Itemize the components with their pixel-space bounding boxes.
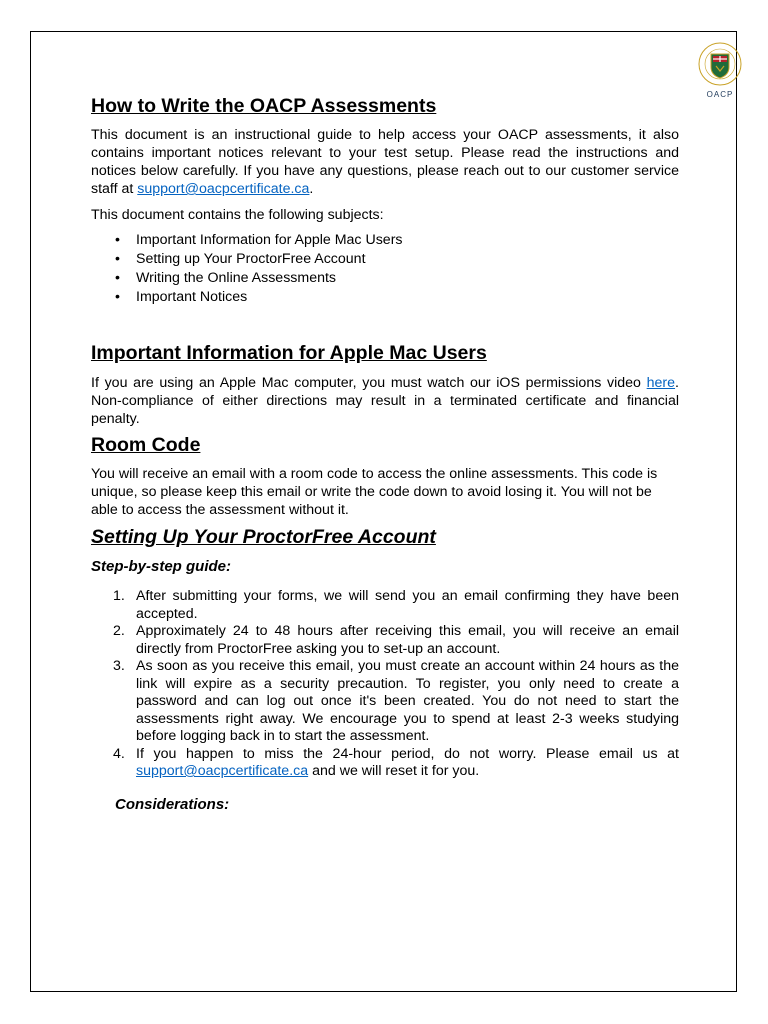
mac-heading: Important Information for Apple Mac Users: [91, 342, 487, 364]
step-number: 2.: [113, 623, 125, 639]
mac-text-before: If you are using an Apple Mac computer, you must watch our iOS permissions video: [91, 375, 647, 391]
oacp-logo: [689, 40, 751, 100]
step-text: If you happen to miss the 24-hour period, do not worry. Please email us at: [136, 745, 679, 762]
oacp-crest-icon: [689, 40, 751, 100]
support-email-link-2[interactable]: support@oacpcertificate.ca: [136, 763, 309, 779]
step-text: As soon as you receive this email, you must create an account within 24 hours as the link will expire as a security precaution. To register, you only need to create a password and can log out once it's been created. You do not need to start the assessments right away. We encourage you to spend at least 2-3 weeks studying before logging back in to start the assessment.: [136, 658, 679, 744]
ios-video-link[interactable]: here: [646, 375, 676, 391]
doc-title: How to Write the OACP Assessments: [91, 95, 437, 117]
support-email-link[interactable]: support@oacpcertificate.ca: [137, 181, 310, 197]
step-text: After submitting your forms, we will send you an email confirming they have been accepted.: [136, 588, 679, 622]
subjects-lead: This document contains the following subjects:: [91, 207, 384, 223]
room-code-paragraph: You will receive an email with a room code to access the online assessments. This code is unique, so please keep this email or write the code down to avoid losing it. You will not be able to access the assessment without it.: [91, 466, 658, 518]
steps-list: [91, 588, 679, 781]
intro-paragraph: [91, 126, 679, 198]
considerations-heading: Considerations:: [115, 795, 230, 813]
logo-text: OACP: [706, 90, 734, 99]
subjects-list: [91, 231, 679, 307]
list-item: [91, 588, 679, 623]
intro-text: This document is an instructional guide to help access your OACP assessments, it also contains important notices relevant to your test setup. Please read the instructions and notices below carefully. If you have any questions, please reach out to our customer service staff at: [91, 127, 679, 197]
mac-text-after: . Non-compliance of either directions may result in a terminated certificate and financial penalty.: [91, 375, 679, 427]
list-item: [91, 658, 679, 746]
step-number: 3.: [113, 658, 125, 674]
step-text-end: and we will reset it for you.: [308, 763, 480, 779]
list-item: [91, 623, 679, 658]
step-guide-heading: Step-by-step guide:: [91, 558, 232, 575]
step-text: Approximately 24 to 48 hours after receiving this email, you will receive an email directly from ProctorFree asking you to set-up an account.: [136, 623, 679, 657]
list-item: • Important Notices: [91, 288, 679, 307]
room-code-heading: Room Code: [91, 434, 201, 456]
mac-paragraph: [91, 374, 679, 428]
list-item: [91, 746, 679, 781]
list-item: • Writing the Online Assessments: [91, 269, 679, 288]
document-page: [30, 31, 737, 992]
step-number: 1.: [113, 588, 125, 604]
list-item: • Setting up Your ProctorFree Account: [91, 250, 679, 269]
step-number: 4.: [113, 745, 125, 762]
intro-end: .: [309, 181, 314, 197]
list-item: • Important Information for Apple Mac Users: [91, 231, 679, 250]
proctor-heading: Setting Up Your ProctorFree Account: [91, 526, 436, 548]
document-content: [91, 90, 679, 815]
